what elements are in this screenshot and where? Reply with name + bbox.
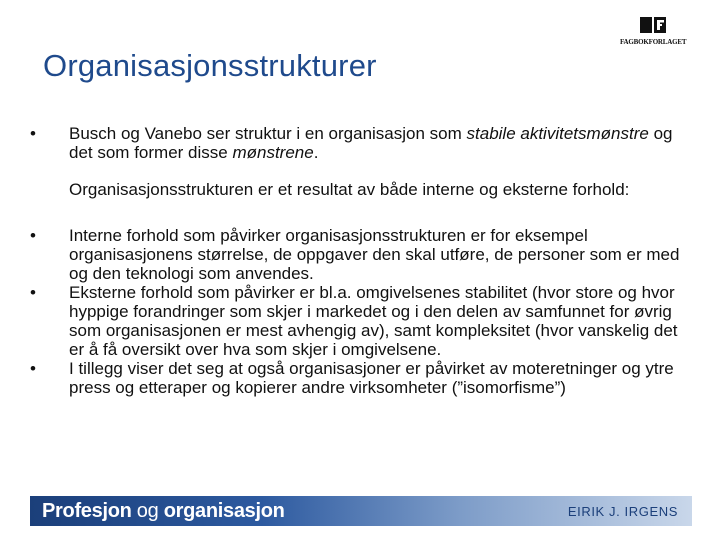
emphasis-text: mønstrene: [232, 143, 314, 162]
paragraph-text: Organisasjonsstrukturen er et resultat av både interne og eksterne forhold:: [69, 180, 630, 199]
footer-title-part: Profesjon: [42, 500, 132, 522]
footer-banner: [30, 496, 692, 526]
bullet-marker: •: [30, 124, 36, 143]
footer-book-title: [42, 500, 285, 523]
bullet-marker: •: [30, 359, 36, 378]
footer-author: EIRIK J. IRGENS: [567, 504, 678, 519]
bullet-marker: •: [30, 283, 36, 302]
emphasis-text: stabile aktivitetsmønstre: [466, 124, 649, 143]
slide-title: Organisasjonsstrukturer: [43, 48, 377, 83]
bullet-item: [26, 124, 696, 162]
bullet-text: I tillegg viser det seg at også organisasjoner er påvirket av moteretninger og ytre press og etteraper og kopierer andre virksomheter (”isomorfisme”): [69, 359, 674, 397]
slide-body: [26, 124, 696, 397]
bullet-item: [26, 359, 696, 397]
bullet-text: Interne forhold som påvirker organisasjonsstrukturen er for eksempel organisasjonens størrelse, de oppgaver den skal utføre, de personer som er med og den teknologi som anvendes.: [69, 226, 680, 283]
bullet-text: Eksterne forhold som påvirker er bl.a. omgivelsenes stabilitet (hvor store og hvor hyppige forandringer som skjer i markedet og i den delen av samfunnet for øvrig som organisasjonen er mest avhengig av), samt kompleksitet (hvor vanskelig det er å få oversikt over hva som skjer i omgivelsene.: [69, 283, 678, 359]
bullet-marker: •: [30, 226, 36, 245]
text-run: Busch og Vanebo ser struktur i en organisasjon som: [69, 124, 467, 143]
text-run: .: [313, 143, 319, 162]
bullet-item: [26, 283, 696, 359]
book-icon: [638, 14, 668, 36]
text-run: og det som former disse: [69, 124, 673, 162]
publisher-logo: [620, 14, 686, 48]
footer-title-part: organisasjon: [163, 500, 285, 522]
bullet-item: [26, 226, 696, 283]
publisher-logo-text: FAGBOKFORLAGET: [620, 38, 687, 46]
footer-title-part: og: [131, 500, 164, 522]
bullet-text: [69, 124, 696, 162]
